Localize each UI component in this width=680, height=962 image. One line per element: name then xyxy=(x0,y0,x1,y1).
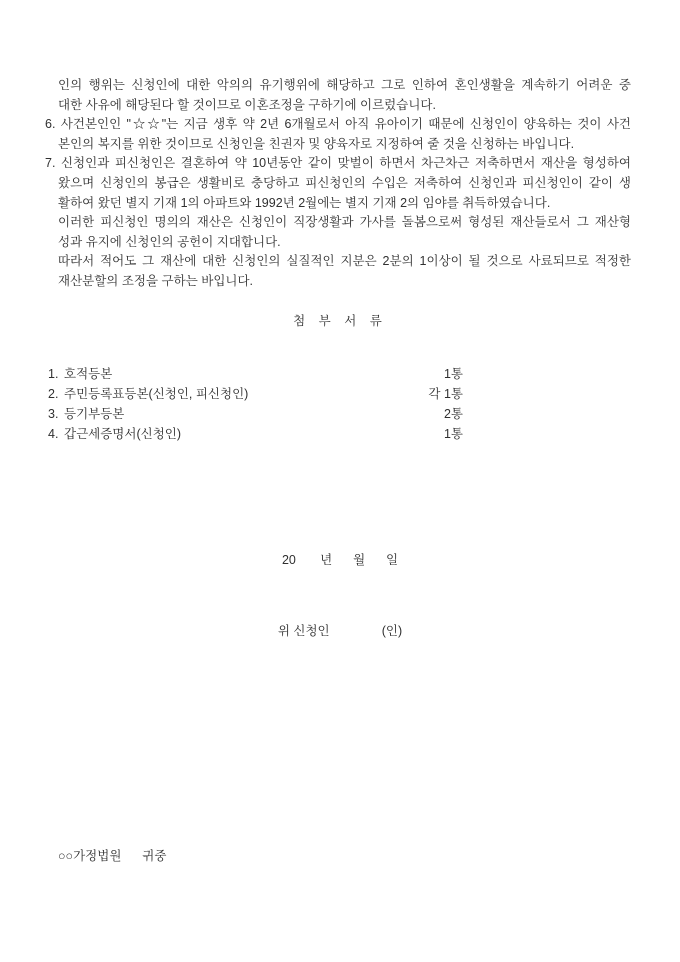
attachment-row xyxy=(48,364,463,384)
attachments-list xyxy=(48,364,463,444)
body-line: 인의 행위는 신청인에 대한 악의의 유기행위에 해당하고 그로 인하여 혼인생활을 계속하기 어려운 중 xyxy=(58,78,631,92)
signature-line: 위 신청인 (인) xyxy=(277,624,403,638)
date-line: 20 년 월 일 xyxy=(281,553,399,567)
attachment-row xyxy=(48,384,463,404)
attachment-count: 1통 xyxy=(443,367,463,381)
body-line: 성과 유지에 신청인의 공헌이 지대합니다. xyxy=(58,234,281,249)
attachment-count: 1통 xyxy=(443,427,463,441)
attachment-label xyxy=(48,404,124,424)
attachment-label xyxy=(48,424,181,444)
attachment-number: 4. xyxy=(48,427,59,441)
attachment-number: 2. xyxy=(48,387,59,401)
attachment-number: 3. xyxy=(48,407,59,421)
body-line-item-7: 7. 신청인과 피신청인은 결혼하여 약 10년동안 같이 맞벌이 하면서 차근차근 저축하면서 재산을 형성하여 xyxy=(45,156,631,171)
body-line: 활하여 왔던 별지 기재 1의 아파트와 1992년 2월에는 별지 기재 2의 임야를 취득하였습니다. xyxy=(58,195,551,210)
body-text xyxy=(45,76,631,292)
body-line: 대한 사유에 해당된다 할 것이므로 이혼조정을 구하기에 이르렀습니다. xyxy=(58,97,436,112)
body-line-item-6: 6. 사건본인인 "☆☆"는 지금 생후 약 2년 6개월로서 아직 유아이기 때문에 신청인이 양육하는 것이 사건 xyxy=(45,117,631,132)
body-line: 이러한 피신청인 명의의 재산은 신청인이 직장생활과 가사를 돌봄으로써 형성된 재산들로서 그 재산형 xyxy=(58,215,631,230)
attachment-label-text: 주민등록표등본(신청인, 피신청인) xyxy=(64,387,249,401)
attachment-row xyxy=(48,404,463,424)
attachment-count: 2통 xyxy=(443,407,463,421)
attachment-row xyxy=(48,424,463,444)
attachment-label xyxy=(48,364,112,384)
attachment-label-text: 등기부등본 xyxy=(64,407,125,421)
body-line: 본인의 복지를 위한 것이므로 신청인을 친권자 및 양육자로 지정하여 줄 것을 신청하는 바입니다. xyxy=(58,136,575,151)
court-recipient-line: ○○가정법원 귀중 xyxy=(58,849,167,863)
attachment-number: 1. xyxy=(48,367,59,381)
body-line: 따라서 적어도 그 재산에 대한 신청인의 실질적인 지분은 2분의 1이상이 될 것으로 사료되므로 적정한 xyxy=(58,254,631,269)
attachment-count: 각 1통 xyxy=(428,387,463,401)
body-line: 왔으며 신청인의 봉급은 생활비로 충당하고 피신청인의 수입은 저축하여 신청인과 피신청인이 같이 생 xyxy=(58,175,631,190)
attachment-label-text: 갑근세증명서(신청인) xyxy=(64,427,182,441)
attachment-label xyxy=(48,384,248,404)
body-line: 재산분할의 조정을 구하는 바입니다. xyxy=(58,273,254,288)
attachment-label-text: 호적등본 xyxy=(64,367,113,381)
attachments-title: 첨 부 서 류 xyxy=(293,314,387,328)
